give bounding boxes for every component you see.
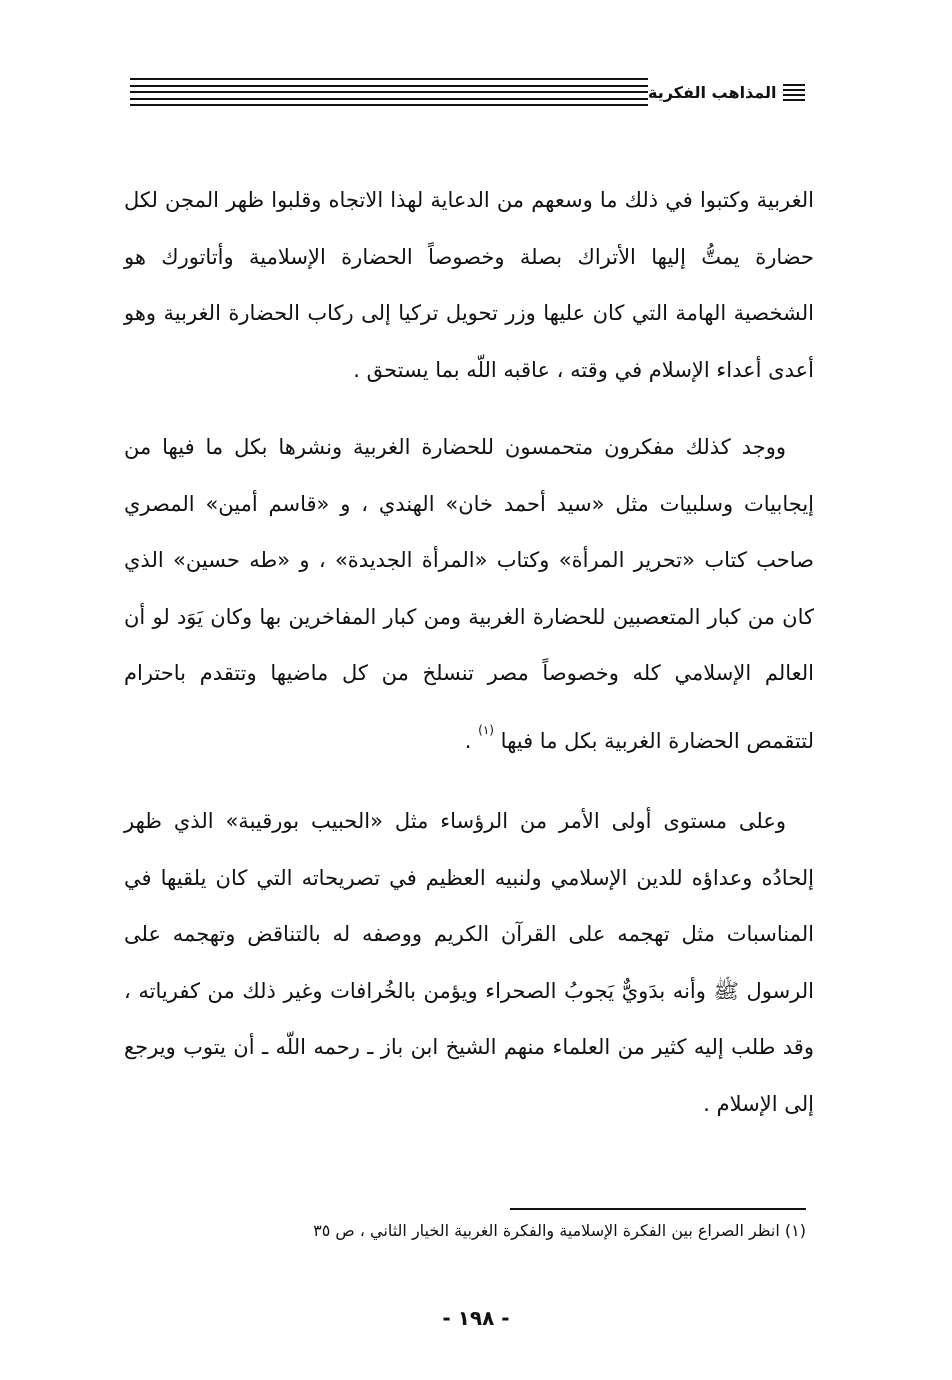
page-body (124, 172, 814, 1132)
header-title: المذاهب الفكرية (648, 82, 777, 102)
paragraph-2-text: ووجد كذلك مفكرون متحمسون للحضارة الغربية ونشرها بكل ما فيها من إيجابيات وسلبيات مثل «سيد أحمد خان» الهندي ، و «قاسم أمين» المصري صاحب كتاب «تحرير المرأة» وكتاب «المرأة الجديدة» ، و «طه حسين» الذي كان من كبار المتعصبين للحضارة الغربية ومن كبار المفاخرين بها وكان يَوَد لو أن العالم الإسلامي كله وخصوصاً مصر تنسلخ من كل ماضيها وتتقدم باحترام لتتقمص الحضارة الغربية بكل ما فيها (124, 435, 814, 753)
paragraph-3: وعلى مستوى أولى الأمر من الرؤساء مثل «الحبيب بورقيبة» الذي ظهر إلحادُه وعداؤه للدين الإسلامي ولنبيه العظيم في تصريحاته التي كان يلقيها في المناسبات مثل تهجمه على القرآن الكريم ووصفه له بالتناقض وتهجمه على الرسول ﷺ وأنه بدَويٌّ يَجوبُ الصحراء ويؤمن بالخُرافات وغير ذلك من كفرياته ، وقد طلب إليه كثير من العلماء منهم الشيخ ابن باز ـ رحمه اللّه ـ أن يتوب ويرجع إلى الإسلام . (124, 809, 814, 1116)
header-bars-icon (783, 84, 805, 101)
footnote-reference: (١) (478, 722, 494, 737)
paragraph-1: الغربية وكتبوا في ذلك ما وسعهم من الدعاية لهذا الاتجاه وقلبوا ظهر المجن لكل حضارة يمتُّ إليها الأتراك بصلة وخصوصاً الحضارة الإسلامية وأتاتورك هو الشخصية الهامة التي كان عليها وزر تحويل تركيا إلى ركاب الحضارة الغربية وهو أعدى أعداء الإسلام في وقته ، عاقبه اللّه بما يستحق . (124, 188, 814, 382)
header-title-block (648, 78, 814, 106)
page-number: - ١٩٨ - (442, 1306, 510, 1330)
header-rule-lines (130, 78, 648, 106)
running-header (130, 78, 814, 106)
footnote-divider (510, 1208, 806, 1210)
paragraph-2 (124, 419, 814, 769)
footnote: (١) انظر الصراع بين الفكرة الإسلامية والفكرة الغربية الخيار الثاني ، ص ٣٥ (313, 1221, 806, 1240)
paragraph-2-end: . (464, 728, 479, 753)
